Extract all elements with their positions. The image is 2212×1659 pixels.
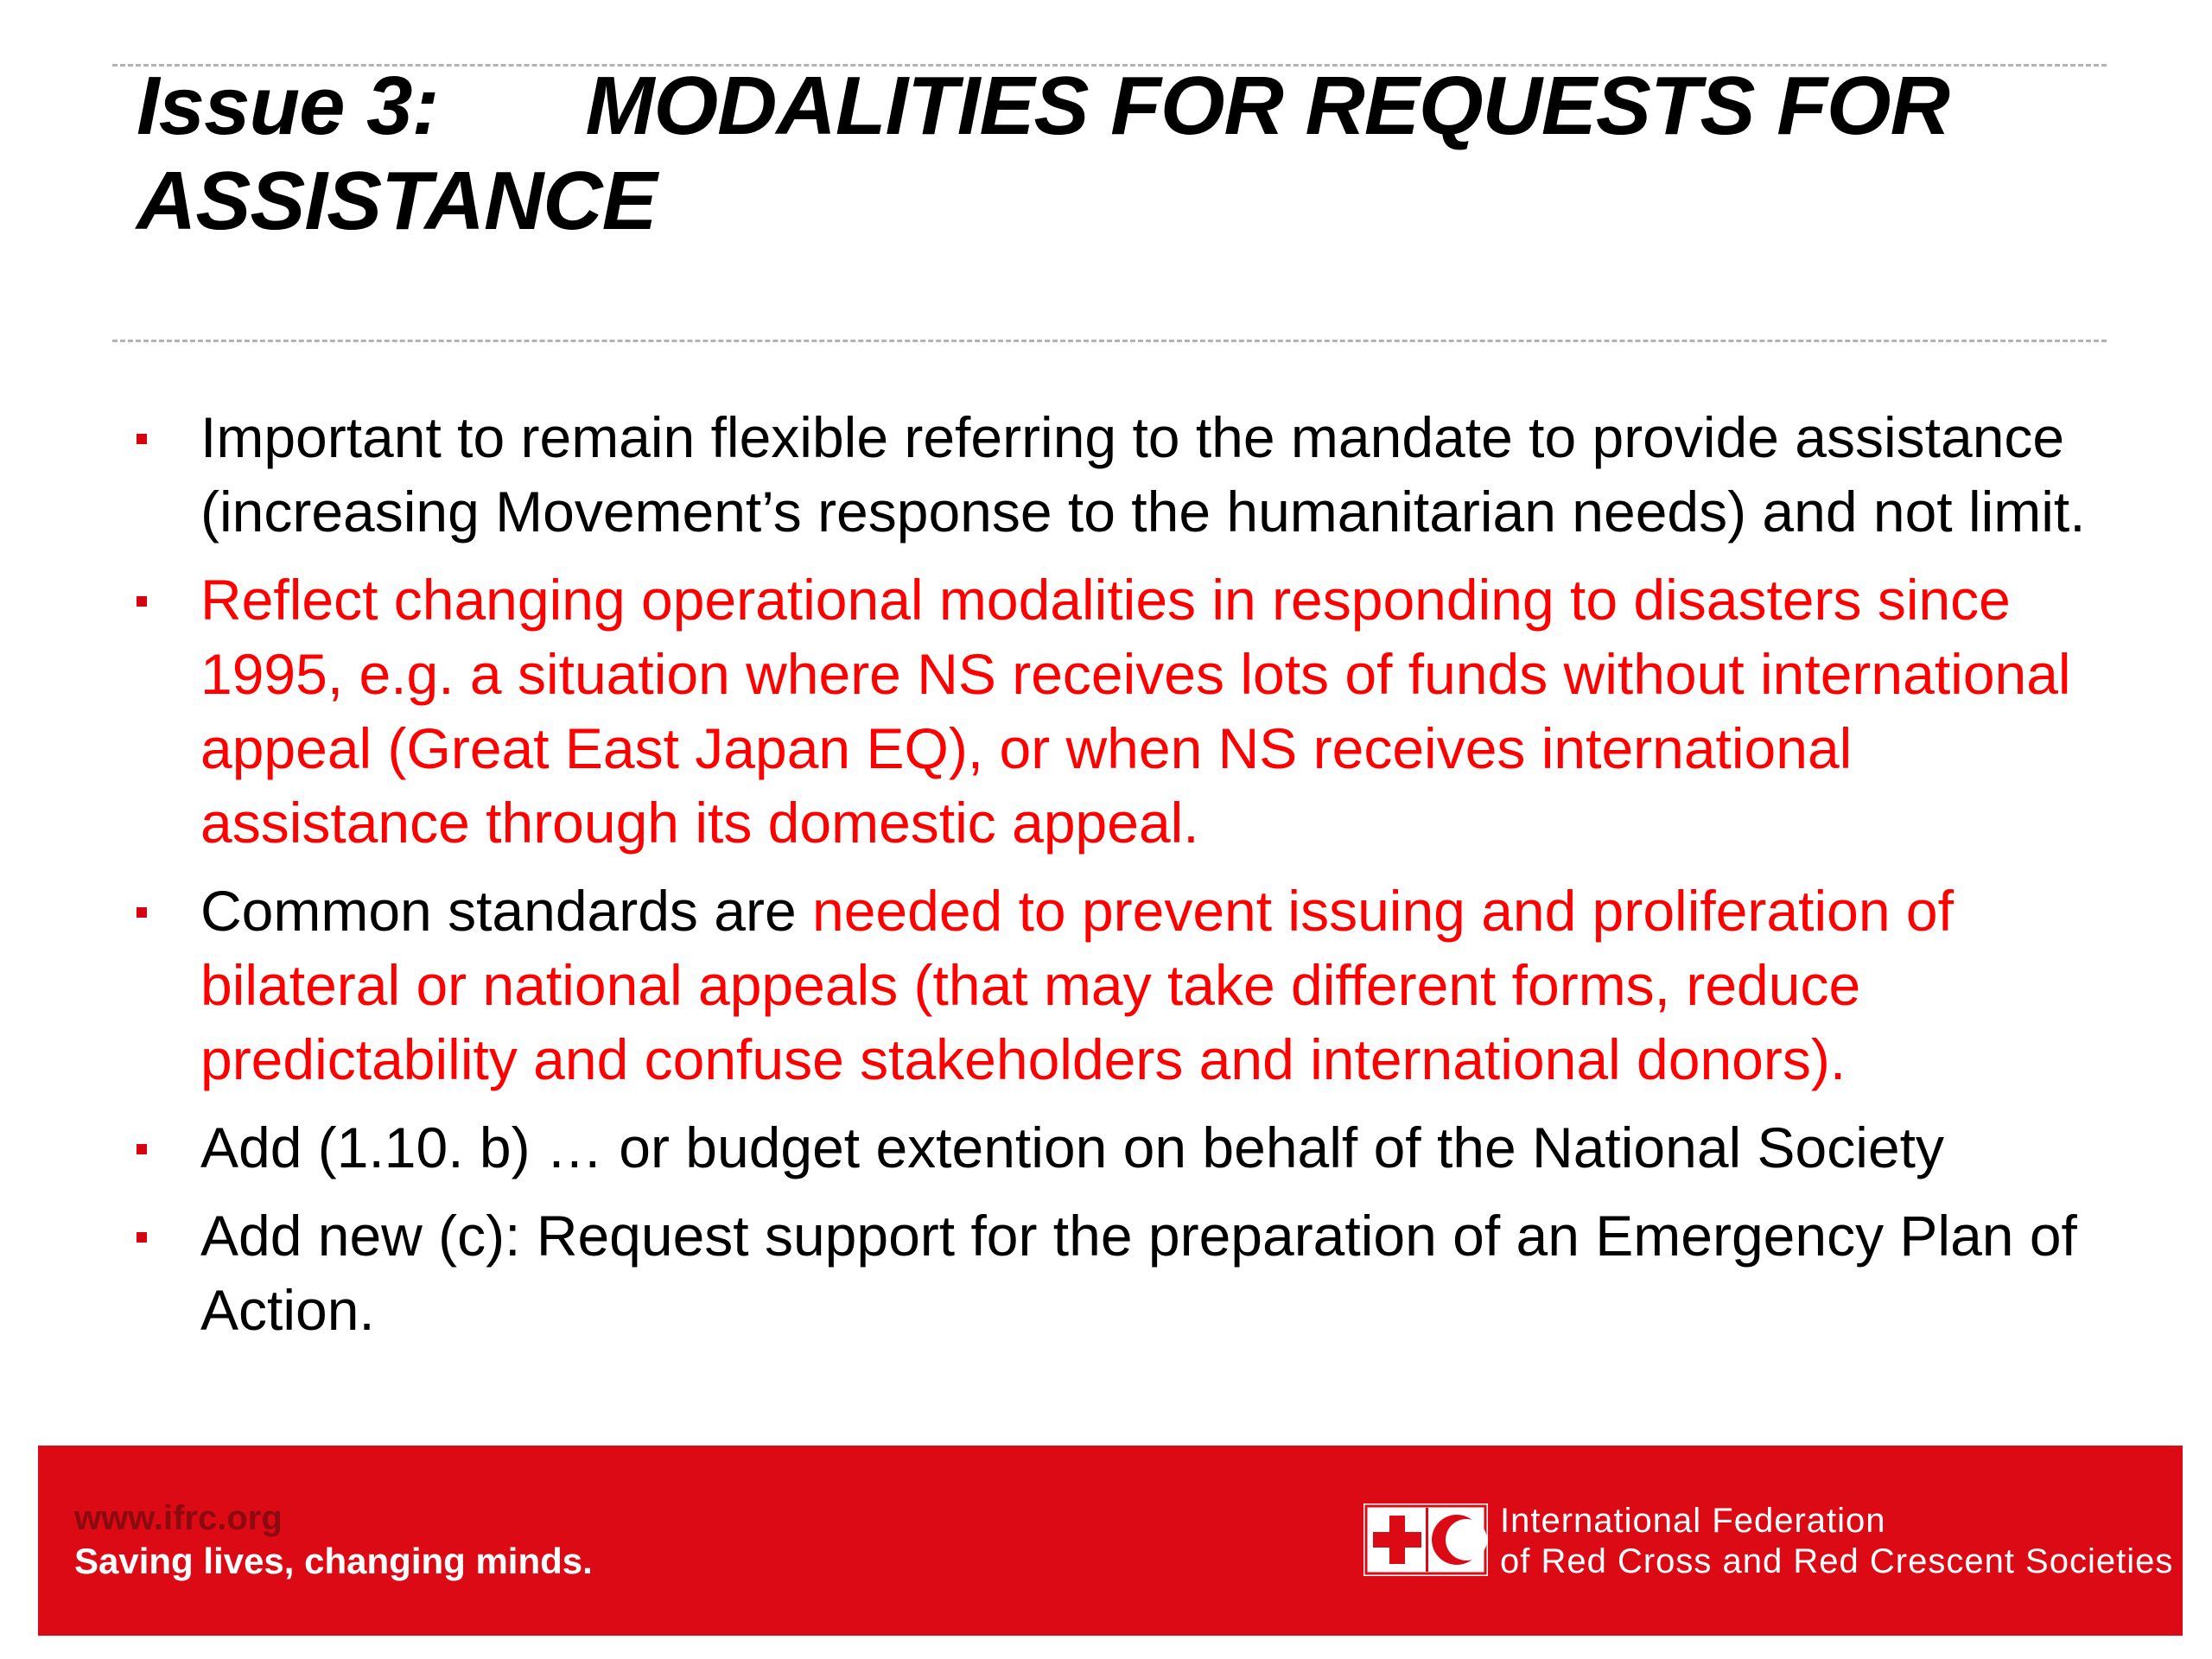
bullet-marker	[137, 1232, 147, 1243]
bullet-item	[137, 400, 2124, 549]
red-cross-red-crescent-icon	[1363, 1503, 1488, 1576]
slide-title-text: MODALITIES FOR REQUESTS FOR ASSISTANCE	[137, 60, 1949, 247]
footer-tagline: Saving lives, changing minds.	[74, 1541, 593, 1581]
bullet-item	[137, 874, 2124, 1096]
footer-url: www.ifrc.org	[74, 1499, 283, 1537]
slide-title-issue: Issue 3:	[137, 60, 439, 152]
organization-name-line1: International Federation	[1500, 1502, 1886, 1540]
organization-name	[1500, 1501, 2173, 1582]
bullet-text: Add new (c): Request support for the preparation of an Emergency Plan of Action.	[200, 1204, 2077, 1342]
slide-title	[137, 59, 2072, 249]
title-divider	[112, 340, 2107, 342]
bullet-item	[137, 563, 2124, 860]
bullet-text: Reflect changing operational modalities in responding to disasters since 1995, e.g. a situation where NS receives lots of funds without international appeal (Great East Japan EQ), or when NS receives international assistance through its domestic appeal.	[200, 568, 2071, 855]
bullet-list	[137, 400, 2124, 1361]
bullet-item	[137, 1110, 2124, 1185]
organization-name-line2: of Red Cross and Red Crescent Societies	[1500, 1542, 2174, 1580]
bullet-text: Important to remain flexible referring to the mandate to provide assistance (increasing Movement’s response to the humanitarian needs) and not limit.	[200, 405, 2086, 543]
bullet-item	[137, 1198, 2124, 1347]
bullet-marker	[137, 907, 147, 918]
footer-bar	[38, 1446, 2183, 1636]
bullet-text: Common standards are	[200, 879, 812, 943]
bullet-marker	[137, 434, 147, 444]
bullet-text: Add (1.10. b) … or budget extention on behalf of the National Society	[200, 1116, 1944, 1179]
bullet-marker	[137, 596, 147, 607]
bullet-marker	[137, 1144, 147, 1154]
bullet-text-highlight: needed to prevent issuing and proliferation of bilateral or national appeals (that may take different forms, reduce predictability and confuse stakeholders and international donors).	[200, 879, 1954, 1091]
